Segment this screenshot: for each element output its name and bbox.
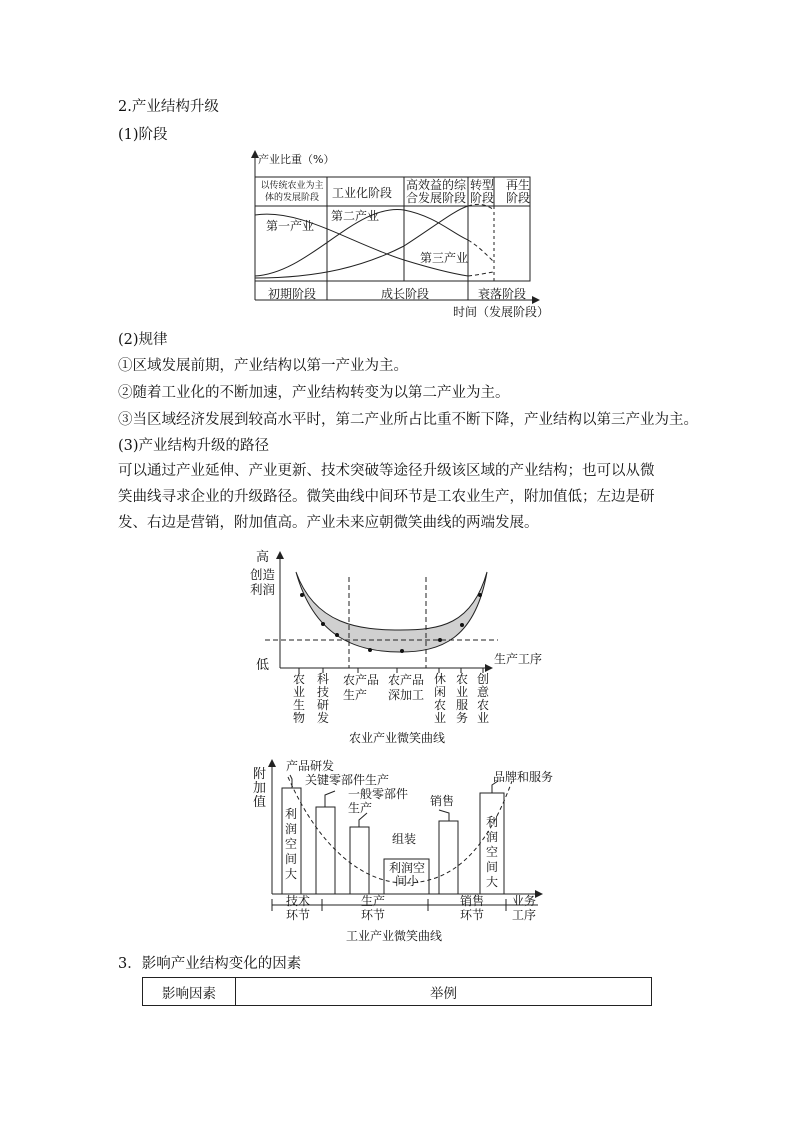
label-tertiary-industry: 第三产业 <box>420 251 469 265</box>
rule-1: ①区域发展前期，产业结构以第一产业为主。 <box>118 358 408 374</box>
agri-caption: 农业产业微笑曲线 <box>349 731 446 745</box>
text-profit-large-right: 利润空间大 <box>486 815 499 889</box>
bar-general-parts <box>350 827 369 894</box>
agri-step-creative: 创意农业 <box>477 672 490 725</box>
upgrade-path-paragraph: 可以通过产业延伸、产业更新、技术突破等途径升级该区域的产业结构；也可以从微笑曲线寻求企业的升级路径。微笑曲线中间环节是工农业生产，附加值低；左边是研发、右边是营销，附加值高。产业未来应朝微笑曲线的两端发展。 <box>118 463 655 531</box>
label-primary-industry: 第一产业 <box>266 219 315 233</box>
ind-x-label: 业务工序 <box>511 894 536 922</box>
agri-y-label: 创造利润 <box>250 567 276 597</box>
text-profit-small: 利润空间小 <box>388 861 425 888</box>
segment-technology: 技术环节 <box>285 894 310 922</box>
label-key-parts: 关键零部件生产 <box>305 773 390 787</box>
rule-2: ②随着工业化的不断加速，产业结构转变为以第二产业为主。 <box>118 385 510 401</box>
bar-sales <box>439 821 458 894</box>
segment-sales: 销售环节 <box>459 894 484 922</box>
factors-table <box>142 977 652 1006</box>
stage-header-transition: 转型阶段 <box>470 178 495 205</box>
label-brand-service: 品牌和服务 <box>493 770 554 784</box>
ind-y-label: 附加值 <box>253 767 267 810</box>
subheading-upgrade-path: (3)产业结构升级的路径 <box>118 438 270 454</box>
stage-header-traditional: 以传统农业为主体的发展阶段 <box>260 181 324 203</box>
agri-y-low: 低 <box>256 658 270 673</box>
agri-step-processing: 农产品深加工 <box>388 673 425 702</box>
rule-3: ③当区域经济发展到较高水平时，第二产业所占比重不断下降，产业结构以第三产业为主。 <box>118 412 698 428</box>
label-assembly: 组装 <box>392 832 417 846</box>
stage-header-industrial: 工业化阶段 <box>332 186 393 200</box>
subheading-stages: (1)阶段 <box>118 127 168 143</box>
agri-step-service: 农业服务 <box>456 672 469 725</box>
stage-header-regeneration: 再生阶段 <box>506 178 531 205</box>
text-profit-large-left: 利润空间大 <box>285 807 298 881</box>
ind-caption: 工业产业微笑曲线 <box>346 929 443 943</box>
subheading-rules: (2)规律 <box>118 332 168 348</box>
agri-y-high: 高 <box>256 550 270 565</box>
section-2-title: 2.产业结构升级 <box>118 99 219 115</box>
label-secondary-industry: 第二产业 <box>331 209 380 223</box>
stage-header-efficient: 高效益的综合发展阶段 <box>406 178 467 205</box>
label-sales: 销售 <box>430 794 455 808</box>
header-example: 举例 <box>236 978 652 1006</box>
stage-x-label: 时间（发展阶段） <box>453 305 550 319</box>
agri-step-rnd: 科技研发 <box>317 672 330 725</box>
stage-y-label: 产业比重（%） <box>258 153 335 166</box>
agri-step-production: 农产品生产 <box>343 673 380 702</box>
section-3-title: 3．影响产业结构变化的因素 <box>118 956 302 972</box>
label-general-parts: 一般零部件生产 <box>348 787 409 815</box>
table-header-row <box>143 978 652 1006</box>
header-factor: 影响因素 <box>143 978 236 1006</box>
stage-footer-growth: 成长阶段 <box>381 287 430 301</box>
stage-footer-decline: 衰落阶段 <box>478 287 527 301</box>
agri-step-bio: 农业生物 <box>293 672 306 725</box>
label-product-rnd: 产品研发 <box>286 759 335 773</box>
agri-x-label: 生产工序 <box>494 652 543 666</box>
stage-footer-initial: 初期阶段 <box>268 287 317 301</box>
bar-key-parts <box>316 807 335 894</box>
segment-production: 生产环节 <box>360 894 385 922</box>
agri-step-leisure: 休闲农业 <box>434 672 447 725</box>
